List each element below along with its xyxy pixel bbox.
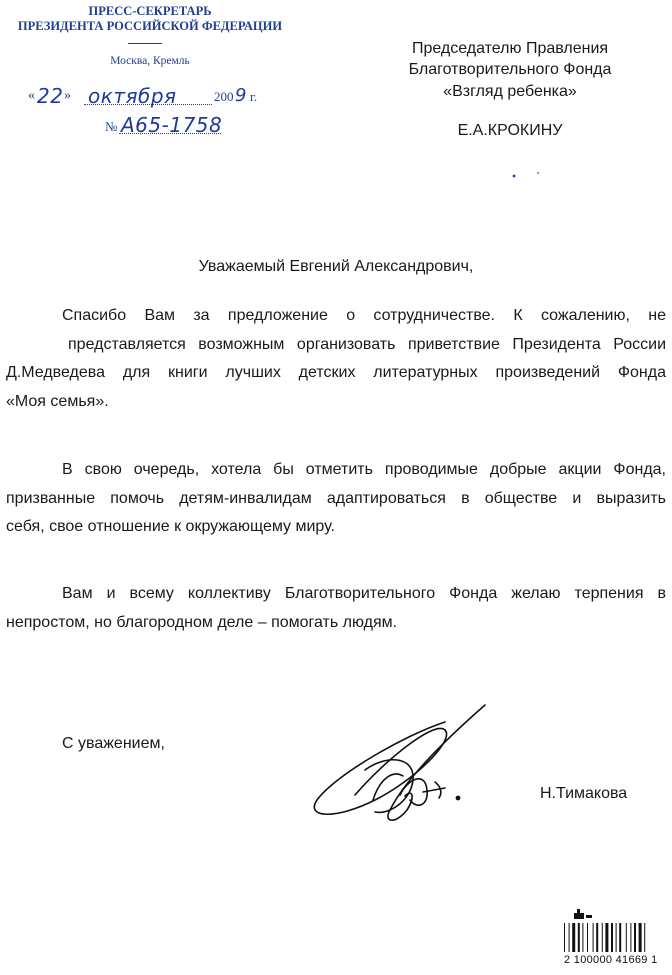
barcode-bar [564,923,565,952]
addressee-name: Е.А.КРОКИНУ [457,122,563,139]
barcode [560,903,672,973]
paragraph-line: непростом, но благородном деле – помогать людям. [6,613,398,631]
paragraph-line: себя, свое отношение к окружающему миру. [6,518,335,535]
reference-dotline [119,133,221,134]
paragraph-line: Д.Медведева для книги лучших детских литературных произведений Фонда [6,364,666,381]
barcode-bar [630,923,631,952]
date-year-suffix: 9 [235,85,247,106]
barcode-bar [593,923,594,952]
date-line [28,84,278,106]
barcode-bar [626,923,627,952]
barcode-bar [639,923,642,952]
handwritten-signature [295,700,505,835]
closing-phrase: С уважением, [62,735,165,752]
reference-line [105,113,265,135]
barcode-bar [616,923,617,952]
barcode-bar [569,923,570,952]
addressee-line1: Председателю Правления [411,40,609,57]
barcode-bar [634,923,636,952]
barcode-bar [578,923,580,952]
date-open-quote: « [28,88,35,103]
barcode-bars [560,903,672,953]
addressee-line2: Благотворительного Фонда [408,61,612,78]
letterhead-title-line1: ПРЕСС-СЕКРЕТАРЬ [88,4,212,18]
reference-number: А65-1758 [121,113,223,137]
date-day: 22 [37,84,64,108]
paragraph-line: «Моя семья». [6,392,109,410]
barcode-bar [587,923,588,952]
signer-name: Н.Тимакова [540,785,628,802]
addressee-line3: «Взгляд ребенка» [443,83,577,100]
barcode-bar [602,923,603,952]
scan-speck-marks [512,170,552,182]
barcode-bar [582,923,583,952]
barcode-bar [596,923,598,952]
body-paragraph-3 [6,580,666,637]
body-paragraph-1 [6,302,666,416]
paragraph-line: призванные помочь детям-инвалидам адаптироваться в обществе и выразить [6,489,666,507]
date-year-prefix: 200 [214,89,234,104]
reference-label: № [105,119,118,134]
body-paragraph-2 [6,456,666,542]
letterhead-title-line2: ПРЕЗИДЕНТА РОССИЙСКОЙ ФЕДЕРАЦИИ [17,19,283,33]
paragraph-line: Спасибо Вам за предложение о сотрудничестве. К сожалению, не [62,307,666,324]
salutation: Уважаемый Евгений Александрович, [198,258,474,275]
barcode-bar [619,923,621,952]
date-year-unit: г. [250,89,258,104]
date-month: октября [88,84,177,108]
paragraph-line: представляется возможным организовать приветствие Президента России [68,335,666,353]
barcode-bar [611,923,613,952]
letterhead-city: Москва, Кремль [110,55,190,67]
barcode-bar [644,923,645,952]
barcode-digits: 2 100000 41669 1 [564,954,658,966]
barcode-bar [605,923,608,952]
barcode-bar [572,923,575,952]
paragraph-line: В свою очередь, хотела бы отметить проводимые добрые акции Фонда, [62,461,666,478]
date-month-dotline [84,104,212,105]
date-close-quote: » [64,88,71,103]
letterhead-divider [128,43,162,44]
paragraph-line: Вам и всему коллективу Благотворительного Фонда желаю терпения в [62,585,666,602]
